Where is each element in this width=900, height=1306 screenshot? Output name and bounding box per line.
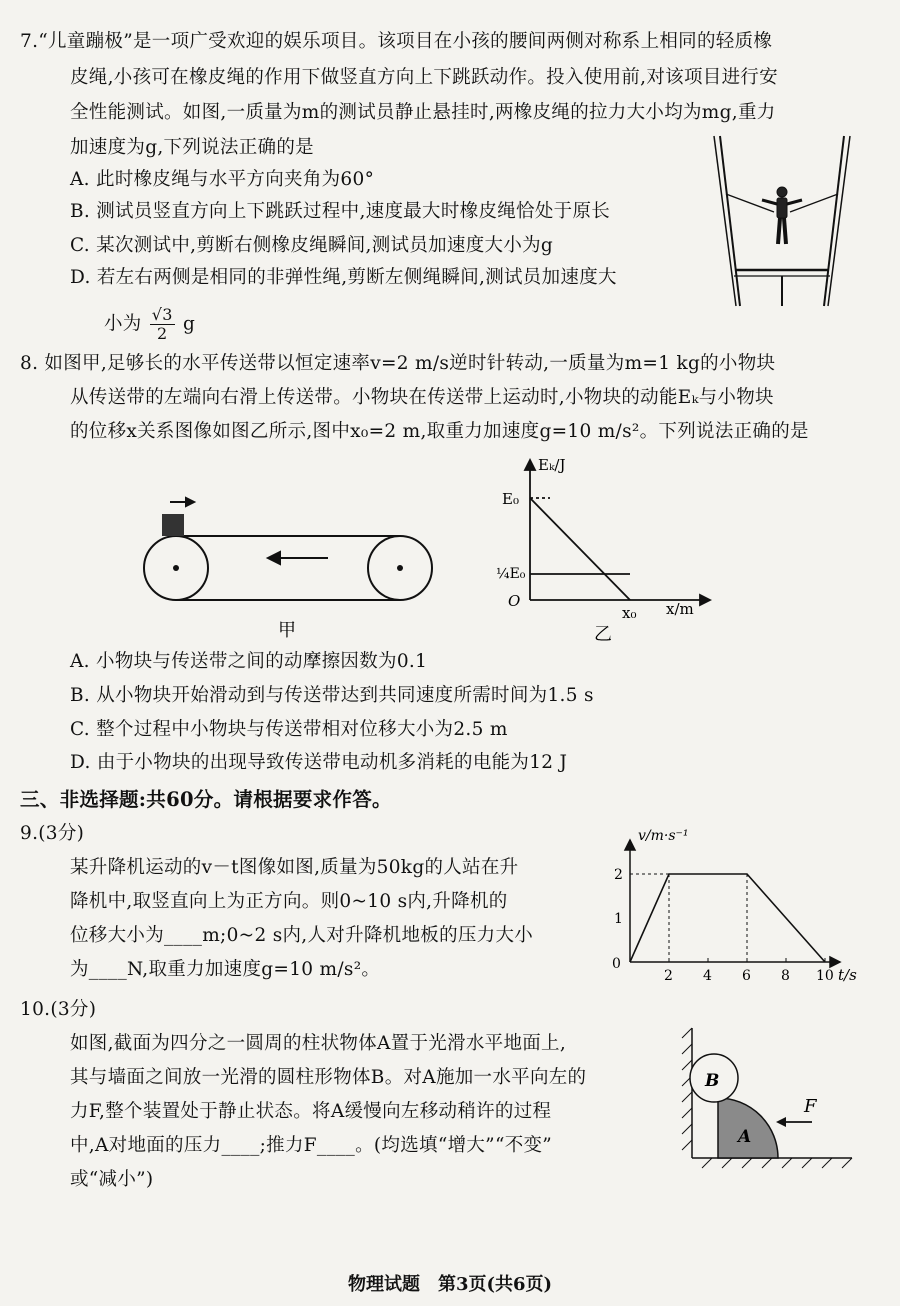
q10-line-1: 如图,截面为四分之一圆周的柱状物体A置于光滑水平地面上, (70, 1033, 567, 1054)
tester-figure (762, 187, 802, 244)
section-3-title: 三、非选择题:共60分。请根据要求作答。 (20, 788, 392, 811)
q10-line-4: 中,A对地面的压力____;推力F____。(均选填“增大”“不变” (70, 1135, 553, 1156)
graph-y-top: E₀ (502, 490, 519, 508)
q8-option-a: A. 小物块与传送带之间的动摩擦因数为0.1 (70, 651, 428, 672)
vt-y-tick-1: 1 (614, 911, 623, 927)
q7-line-2: 皮绳,小孩可在橡皮绳的作用下做竖直方向上下跳跃动作。投入使用前,对该项目进行安 (70, 67, 778, 88)
q10-header: 10.(3分) (20, 999, 97, 1020)
q8-line-2: 从传送带的左端向右滑上传送带。小物块在传送带上运动时,小物块的动能Eₖ与小物块 (70, 387, 774, 408)
q7-option-a: A. 此时橡皮绳与水平方向夹角为60° (70, 169, 375, 190)
vt-ylabel: v/m·s⁻¹ (638, 828, 689, 844)
q8-option-d: D. 由于小物块的出现导致传送带电动机多消耗的电能为12 J (70, 752, 568, 773)
q8-conveyor-figure (138, 496, 438, 646)
q7-option-c: C. 某次测试中,剪断右侧橡皮绳瞬间,测试员加速度大小为g (70, 235, 554, 256)
q7-line-3: 全性能测试。如图,一质量为m的测试员静止悬挂时,两橡皮绳的拉力大小均为mg,重力 (70, 102, 776, 123)
q7-option-b: B. 测试员竖直方向上下跳跃过程中,速度最大时橡皮绳恰处于原长 (70, 201, 611, 222)
q7-line-1: 7.“儿童蹦极”是一项广受欢迎的娱乐项目。该项目在小孩的腰间两侧对称系上相同的轻质橡 (20, 31, 773, 52)
vt-x-tick-10: 10 (816, 968, 834, 984)
vt-x-tick-8: 8 (781, 968, 790, 984)
q10-line-2: 其与墙面之间放一光滑的圆柱形物体B。对A施加一水平向左的 (70, 1067, 587, 1088)
graph-origin: O (508, 592, 521, 610)
graph-xlabel: x/m (666, 600, 694, 618)
q7-option-d-cont (104, 306, 195, 343)
q7-bungee-figure (712, 134, 852, 314)
vt-x-tick-6: 6 (742, 968, 751, 984)
page-footer: 物理试题 第3页(共6页) (347, 1274, 553, 1295)
q8-option-b: B. 从小物块开始滑动到与传送带达到共同速度所需时间为1.5 s (70, 685, 594, 706)
vt-x-tick-2: 2 (664, 968, 673, 984)
fig-yi-label: 乙 (594, 624, 612, 645)
vt-xlabel: t/s (838, 966, 857, 984)
q10-line-5: 或“减小”) (70, 1169, 154, 1190)
q7-option-d: D. 若左右两侧是相同的非弹性绳,剪断左侧绳瞬间,测试员加速度大 (70, 267, 617, 288)
vt-y-tick-2: 2 (614, 867, 623, 883)
q8-option-c: C. 整个过程中小物块与传送带相对位移大小为2.5 m (70, 719, 508, 740)
q7-d-fraction (150, 306, 175, 343)
q10-line-3: 力F,整个装置处于静止状态。将A缓慢向左移动稍许的过程 (70, 1101, 552, 1122)
graph-ylabel: Eₖ/J (538, 456, 566, 474)
graph-y-quarter: ¼E₀ (496, 566, 526, 582)
label-b: B (705, 1071, 720, 1091)
label-a: A (738, 1127, 752, 1147)
q7-d-frac-den: 2 (157, 324, 168, 343)
q9-header: 9.(3分) (20, 823, 85, 844)
q8-line-1: 8. 如图甲,足够长的水平传送带以恒定速率v=2 m/s逆时针转动,一质量为m=1 kg的小物块 (20, 353, 776, 374)
q7-line-4: 加速度为g,下列说法正确的是 (70, 137, 314, 158)
label-f: F (804, 1096, 817, 1117)
q9-line-2: 降机中,取竖直向上为正方向。则0~10 s内,升降机的 (70, 891, 508, 912)
graph-x0: x₀ (622, 604, 637, 622)
q8-line-3: 的位移x关系图像如图乙所示,图中x₀=2 m,取重力加速度g=10 m/s²。下列说法正确的是 (70, 421, 809, 442)
q8-ek-graph (490, 450, 730, 646)
fig-jia-label: 甲 (278, 620, 296, 641)
q7-d-frac-num: √3 (151, 305, 173, 324)
vt-x-tick-4: 4 (703, 968, 712, 984)
q9-line-1: 某升降机运动的v－t图像如图,质量为50kg的人站在升 (70, 857, 519, 878)
vt-series-line (630, 874, 825, 962)
q7-d-suffix: g (182, 313, 196, 335)
q9-line-3: 位移大小为____m;0~2 s内,人对升降机地板的压力大小 (70, 925, 534, 946)
q7-d-prefix: 小为 (104, 313, 142, 335)
q10-figure (672, 1020, 862, 1170)
block (162, 514, 184, 536)
ek-decline-line (530, 498, 630, 600)
q9-line-4: 为____N,取重力加速度g=10 m/s²。 (70, 959, 381, 980)
vt-x-tick-0: 0 (612, 956, 621, 972)
q9-vt-chart (600, 822, 880, 984)
